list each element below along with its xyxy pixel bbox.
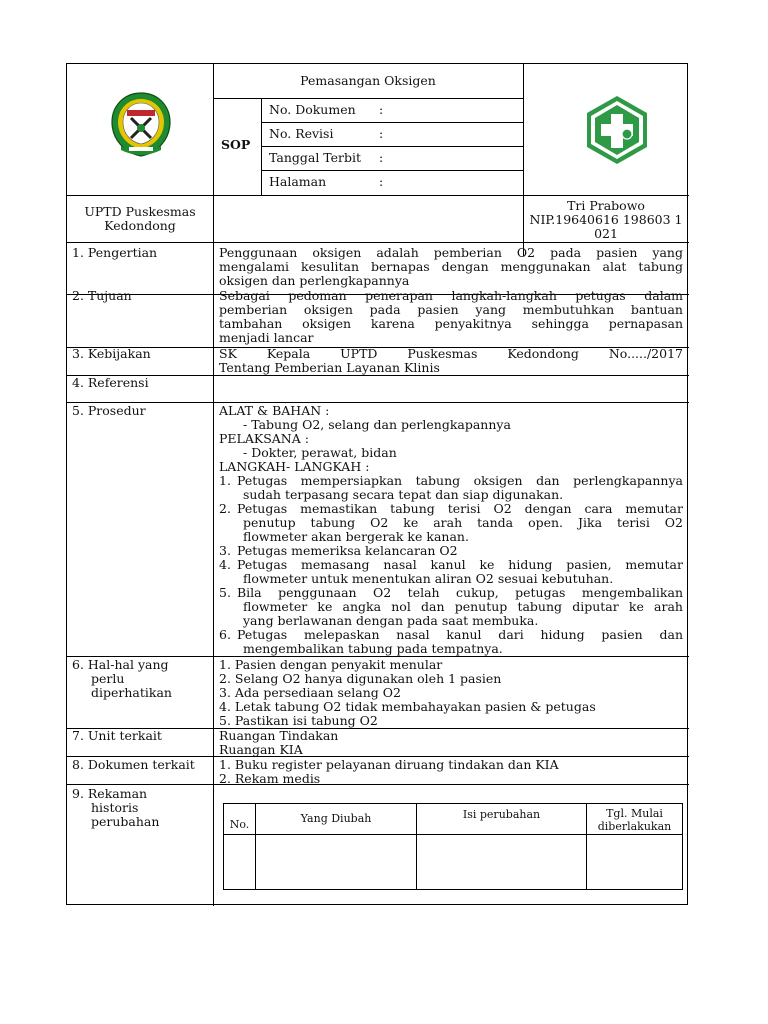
dokumen-terkait-item: 1. Buku register pelayanan diruang tindakan dan KIA xyxy=(219,757,559,772)
pelaksana-item: - Dokter, perawat, bidan xyxy=(243,445,397,460)
pengertian-line: mengalami kesulitan bernapas dengan menggunakan alat tabung xyxy=(219,259,683,274)
section-label-hal-hal: 6. Hal-hal yang xyxy=(72,657,169,672)
row-line xyxy=(67,784,689,785)
field-no-dokumen-label: No. Dokumen xyxy=(269,102,356,117)
field-tanggal-terbit-label: Tanggal Terbit xyxy=(269,150,362,165)
table-header-no: No. xyxy=(229,818,250,831)
section-label-rekaman: perubahan xyxy=(91,814,160,829)
hal-hal-item: 4. Letak tabung O2 tidak membahayakan pasien & petugas xyxy=(219,699,596,714)
section-label-prosedur: 5. Prosedur xyxy=(72,403,146,418)
section-label-hal-hal: perlu xyxy=(91,671,125,686)
table-header-tgl-mulai: Tgl. Mulai xyxy=(606,807,663,820)
history-table xyxy=(223,803,683,890)
table-header-diberlakukan: diberlakukan xyxy=(597,820,672,833)
langkah-title: LANGKAH- LANGKAH : xyxy=(219,459,370,474)
table-header-isi-perubahan: Isi perubahan xyxy=(462,808,541,821)
section-label-tujuan: 2. Tujuan xyxy=(72,288,132,303)
field-separator: : xyxy=(379,174,384,189)
step-number: 5. xyxy=(219,585,231,600)
step-text: yang berlawanan dengan pada saat membuka. xyxy=(243,613,539,628)
pengertian-line: oksigen dan perlengkapannya xyxy=(219,273,410,288)
field-row-line xyxy=(261,122,523,123)
alat-bahan-item: - Tabung O2, selang dan perlengkapannya xyxy=(243,417,511,432)
section-label-hal-hal: diperhatikan xyxy=(91,685,172,700)
dokumen-terkait-item: 2. Rekam medis xyxy=(219,771,321,786)
step-number: 1. xyxy=(219,473,231,488)
hal-hal-item: 5. Pastikan isi tabung O2 xyxy=(219,713,378,728)
hal-hal-item: 2. Selang O2 hanya digunakan oleh 1 pasien xyxy=(219,671,502,686)
step-text: sudah terpasang secara tepat dan siap digunakan. xyxy=(243,487,564,502)
tujuan-line: menjadi lancar xyxy=(219,330,314,345)
kebijakan-line: Tentang Pemberian Layanan Klinis xyxy=(219,360,440,375)
field-separator: : xyxy=(379,126,384,141)
section-label-rekaman: 9. Rekaman xyxy=(72,786,148,801)
section-label-dokumen-terkait: 8. Dokumen terkait xyxy=(72,757,195,772)
step-text: Petugas melepaskan nasal kanul dari hidung pasien dan xyxy=(237,627,683,642)
step-text: Bila penggunaan O2 telah cukup, petugas mengembalikan xyxy=(237,585,683,600)
regency-emblem-icon xyxy=(107,90,175,160)
step-number: 3. xyxy=(219,543,231,558)
hal-hal-item: 3. Ada persediaan selang O2 xyxy=(219,685,401,700)
step-text: mengembalikan tabung pada tempatnya. xyxy=(243,641,503,656)
section-label-unit-terkait: 7. Unit terkait xyxy=(72,728,162,743)
field-no-revisi-label: No. Revisi xyxy=(269,126,334,141)
puskesmas-logo-icon xyxy=(581,94,653,166)
field-separator: : xyxy=(379,150,384,165)
header-bottom xyxy=(67,195,689,196)
sop-divider xyxy=(261,98,262,196)
step-number: 4. xyxy=(219,557,231,572)
tujuan-line: Sebagai pedoman penerapan langkah-langkah petugas dalam xyxy=(219,288,683,303)
step-text: Petugas memasang nasal kanul ke hidung pasien, memutar xyxy=(237,557,683,572)
pelaksana-title: PELAKSANA : xyxy=(219,431,309,446)
field-halaman-label: Halaman xyxy=(269,174,327,189)
step-text: Petugas memeriksa kelancaran O2 xyxy=(237,543,458,558)
tujuan-line: pemberian oksigen pada pasien yang membutuhkan bantuan xyxy=(219,302,683,317)
field-row-line xyxy=(261,146,523,147)
signer-name: Tri Prabowo xyxy=(567,198,645,213)
section-label-rekaman: historis xyxy=(91,800,139,815)
field-row-line xyxy=(261,170,523,171)
table-header-yang-diubah: Yang Diubah xyxy=(300,812,372,825)
row-line xyxy=(67,242,689,243)
unit-terkait-item: Ruangan Tindakan xyxy=(219,728,339,743)
title-bottom xyxy=(213,98,523,99)
main-divider xyxy=(213,64,214,906)
pengertian-line: Penggunaan oksigen adalah pemberian O2 pada pasien yang xyxy=(219,245,683,260)
row-line xyxy=(67,375,689,376)
row-line xyxy=(67,402,689,403)
step-number: 2. xyxy=(219,501,231,516)
field-separator: : xyxy=(379,102,384,117)
step-text: flowmeter akan bergerak ke kanan. xyxy=(243,529,469,544)
unit-terkait-item: Ruangan KIA xyxy=(219,742,303,757)
section-label-referensi: 4. Referensi xyxy=(72,375,149,390)
step-text: Petugas memastikan tabung terisi O2 dengan cara memutar xyxy=(237,501,683,516)
hal-hal-item: 1. Pasien dengan penyakit menular xyxy=(219,657,443,672)
alat-bahan-title: ALAT & BAHAN : xyxy=(219,403,330,418)
kebijakan-line: SK Kepala UPTD Puskesmas Kedondong No...../2017 xyxy=(219,346,683,361)
step-text: flowmeter untuk menentukan aliran O2 sesuai kebutuhan. xyxy=(243,571,614,586)
page-title: Pemasangan Oksigen xyxy=(300,73,436,88)
unit-name: Kedondong xyxy=(104,218,176,233)
section-label-pengertian: 1. Pengertian xyxy=(72,245,158,260)
table-row-line xyxy=(224,834,682,835)
sop-label: SOP xyxy=(221,137,251,152)
step-number: 6. xyxy=(219,627,231,642)
signer-nip: NIP.19640616 198603 1 xyxy=(529,212,683,227)
signer-nip: 021 xyxy=(594,226,618,241)
section-label-kebijakan: 3. Kebijakan xyxy=(72,346,151,361)
sop-document xyxy=(66,63,688,905)
step-text: penutup tabung O2 ke arah tanda open. Jika terisi O2 xyxy=(243,515,683,530)
tujuan-line: tambahan oksigen karena penyakitnya sehingga pernapasan xyxy=(219,316,683,331)
step-text: Petugas mempersiapkan tabung oksigen dan perlengkapannya xyxy=(237,473,683,488)
unit-name: UPTD Puskesmas xyxy=(84,204,196,219)
step-text: flowmeter ke angka nol dan penutup tabung diputar ke arah xyxy=(243,599,683,614)
